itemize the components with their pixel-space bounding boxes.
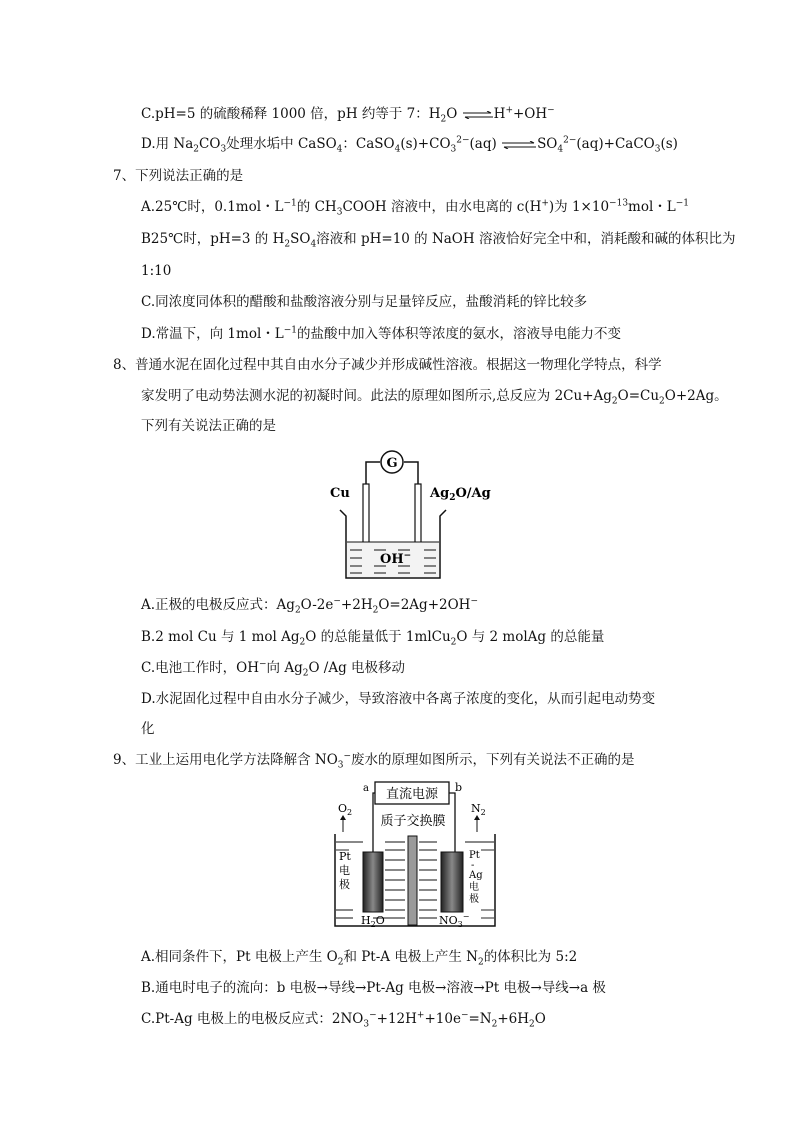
pt-ag-electrode-label: Pt - Ag 电 极 [469, 850, 483, 905]
q9-option-b: B.通电时电子的流向：b 电极→导线→Pt-Ag 电极→溶液→Pt 电极→导线→a 极 [141, 980, 606, 996]
q8-option-d: D.水泥固化过程中自由水分子减少，导致溶液中各离子浓度的变化，从而引起电动势变 [141, 691, 656, 707]
q7-option-d: D.常温下，向 1mol・$L^{-1}$的盐酸中加入等体积等浓度的氨水，溶液导电能力不变 [141, 325, 622, 342]
galvanometer-label: G [386, 456, 398, 471]
cu-label: Cu [330, 486, 350, 501]
h2o-label: $H_2O$ [361, 914, 385, 929]
q8-cell-diagram [322, 444, 512, 586]
terminal-a-label: a [363, 783, 369, 794]
q7-option-a: A.25℃时，0.1mol・$L^{-1}$的 $CH_3COOH$ 溶液中，由水电离的 c(H+)为 $1\times 10^{-13}mol$・$L^{-1}$ [141, 198, 690, 218]
q8-option-d-cont: 化 [141, 721, 155, 737]
ag2o-ag-label: $Ag_2O/Ag$ [430, 486, 491, 503]
q6-option-d: D.用 $Na_2CO_3$处理水垢中 CaSO$_4$：$CaSO_4(s)+CO_3^{2-}(aq)$ $SO_4^{2-}(aq)+CaCO_3(s)$ [141, 135, 678, 155]
q8-option-b: B.2 mol Cu 与 1 mol $Ag_2O$ 的总能量低于 1mlCu$_2$O 与 2 molAg 的总能量 [141, 629, 605, 648]
q8-stem-line1: 8、普通水泥在固化过程中其自由水分子减少并形成碱性溶液。根据这一物理化学特点，科学 [113, 357, 662, 373]
equilibrium-arrow-icon [462, 106, 494, 124]
pt-ag-electrode [441, 852, 463, 912]
n2-label: $N_2$ [471, 802, 486, 817]
q8-option-a: A.正极的电极反应式：$Ag_2O-2e^-+2H_2O=2Ag+2OH^-$ [141, 596, 478, 616]
q9-option-a: A.相同条件下，Pt 电极上产生 $O_2$和 Pt-A 电极上产生 $N_2$的体积比为 5:2 [141, 949, 578, 968]
o2-label: $O_2$ [338, 802, 353, 817]
q8-stem-line3: 下列有关说法正确的是 [141, 418, 276, 434]
dc-power-label: 直流电源 [385, 787, 439, 802]
q6-option-c: C.pH=5 的硫酸稀释 1000 倍，pH 约等于 7：$H_2O$ H++OH− [141, 105, 555, 125]
no3-label: $NO_3^-$ [439, 912, 470, 929]
membrane-label: 质子交换膜 [380, 814, 446, 829]
q9-option-c: C.Pt-Ag 电极上的电极反应式：$2NO_3^-+12H^++10e^-=N_2+6H_2O$ [141, 1010, 546, 1030]
pt-electrode [363, 852, 383, 912]
pt-electrode-label: Pt 电 极 [339, 850, 351, 891]
oh-ion-label: OH− [380, 551, 412, 567]
q9-stem: 9、工业上运用电化学方法降解含 $NO_3^-$废水的原理如图所示，下列有关说法不正确的是 [113, 751, 635, 771]
q9-electrolysis-diagram [333, 778, 499, 930]
q7-option-b: B25℃时，pH=3 的 $H_2SO_4$溶液和 pH=10 的 NaOH 溶液恰好完全中和，消耗酸和碱的体积比为 [141, 231, 736, 250]
q7-option-c: C.同浓度同体积的醋酸和盐酸溶液分别与足量锌反应，盐酸消耗的锌比较多 [141, 294, 588, 310]
q8-stem-line2: 家发明了电动势法测水泥的初凝时间。此法的原理如图所示,总反应为 $2Cu+Ag_2O=Cu_2O+2Ag$。 [141, 388, 728, 407]
equilibrium-arrow-icon [501, 136, 537, 154]
terminal-b-label: b [455, 781, 463, 794]
q7-option-b-cont: 1:10 [141, 263, 172, 279]
q7-stem: 7、下列说法正确的是 [113, 168, 244, 184]
q8-option-c: C.电池工作时，OH−向 $Ag_2O$ /Ag 电极移动 [141, 659, 406, 679]
proton-exchange-membrane [408, 836, 417, 925]
